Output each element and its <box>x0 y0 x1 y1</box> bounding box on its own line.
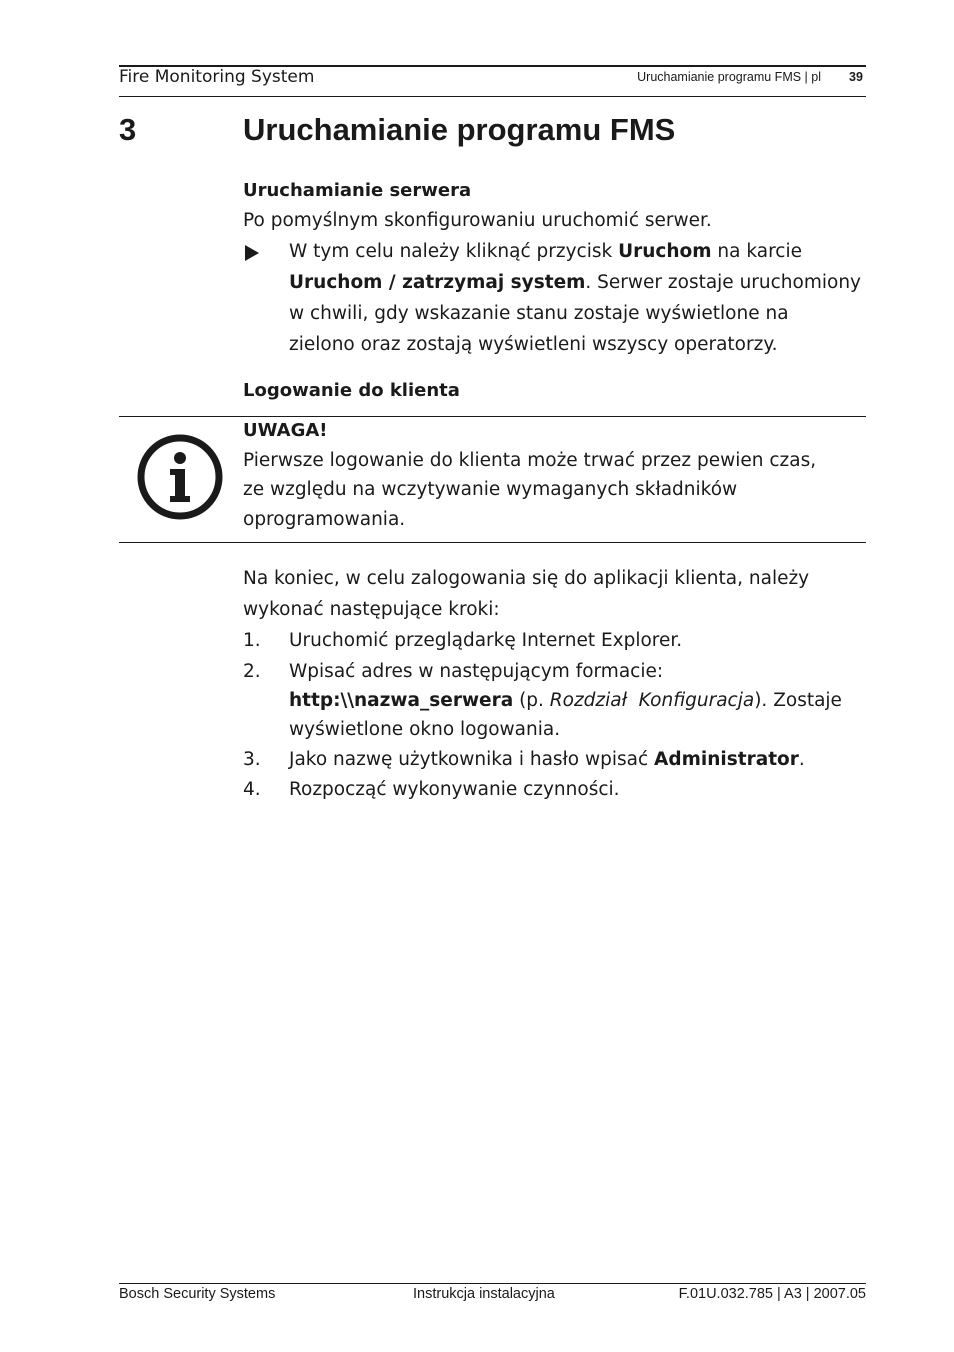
action-step-button-name: Uruchom <box>618 241 712 262</box>
action-step-line-1 <box>289 241 802 262</box>
action-step-tab-name: Uruchom / zatrzymaj system <box>289 272 586 293</box>
step-text-1: Uruchomić przeglądarkę Internet Explorer. <box>289 630 683 651</box>
step-text-2-line-1: Wpisać adres w następującym formacie: <box>289 661 664 682</box>
note-text-line-1: Pierwsze logowanie do klienta może trwać przez pewien czas, <box>243 450 817 471</box>
step-number-4: 4. <box>243 779 261 800</box>
step-number-3: 3. <box>243 749 261 770</box>
step-text-4: Rozpocząć wykonywanie czynności. <box>289 779 620 800</box>
chapter-number: 3 <box>119 112 137 147</box>
step-text-2-line-2 <box>289 690 842 711</box>
note-bottom-rule <box>119 542 866 543</box>
steps-intro-line-1: Na koniec, w celu zalogowania się do aplikacji klienta, należy <box>243 568 810 589</box>
footer-document-id: F.01U.032.785 | A3 | 2007.05 <box>678 1286 866 1302</box>
server-url-format: http:\\nazwa_serwera <box>289 690 514 711</box>
chapter-title: Uruchamianie programu FMS <box>243 112 676 147</box>
section-intro-text: Po pomyślnym skonfigurowaniu uruchomić serwer. <box>243 210 712 231</box>
section-heading-server: Uruchamianie serwera <box>243 180 472 201</box>
footer-company: Bosch Security Systems <box>119 1286 276 1302</box>
step-text-2-line-3: wyświetlone okno logowania. <box>289 719 561 740</box>
step-number-1: 1. <box>243 630 261 651</box>
note-text-line-3: oprogramowania. <box>243 509 406 530</box>
action-step-line-3: w chwili, gdy wskazanie stanu zostaje wyświetlone na <box>289 303 789 324</box>
action-step-line-2 <box>289 272 861 293</box>
step-text: (p. <box>513 690 550 711</box>
note-text-line-2: ze względu na wczytywanie wymaganych składników <box>243 479 738 500</box>
info-icon <box>137 434 223 520</box>
steps-intro-line-2: wykonać następujące kroki: <box>243 599 500 620</box>
header-bottom-rule <box>119 96 866 97</box>
header-product-name: Fire Monitoring System <box>119 67 315 87</box>
step-number-2: 2. <box>243 661 261 682</box>
note-top-rule <box>119 416 866 417</box>
section-heading-client-login: Logowanie do klienta <box>243 380 460 401</box>
note-title: UWAGA! <box>243 420 328 441</box>
footer-document-type: Instrukcja instalacyjna <box>413 1286 555 1302</box>
header-page-number: 39 <box>849 70 863 84</box>
step-text-3 <box>289 749 805 770</box>
chapter-reference: Rozdział Konfiguracja <box>549 690 755 711</box>
header-chapter-title: Uruchamianie programu FMS | pl <box>637 70 821 84</box>
action-triangle-icon <box>245 245 259 261</box>
footer-rule <box>119 1283 866 1284</box>
step-text: ). Zostaje <box>754 690 842 711</box>
action-step-line-4: zielono oraz zostają wyświetleni wszyscy operatorzy. <box>289 334 778 355</box>
admin-credential: Administrator <box>654 749 799 770</box>
step-text: Jako nazwę użytkownika i hasło wpisać <box>289 749 655 770</box>
action-step-text: . Serwer zostaje uruchomiony <box>585 272 861 293</box>
action-step-text: na karcie <box>711 241 802 262</box>
step-text: . <box>798 749 805 770</box>
action-step-text: W tym celu należy kliknąć przycisk <box>289 241 619 262</box>
